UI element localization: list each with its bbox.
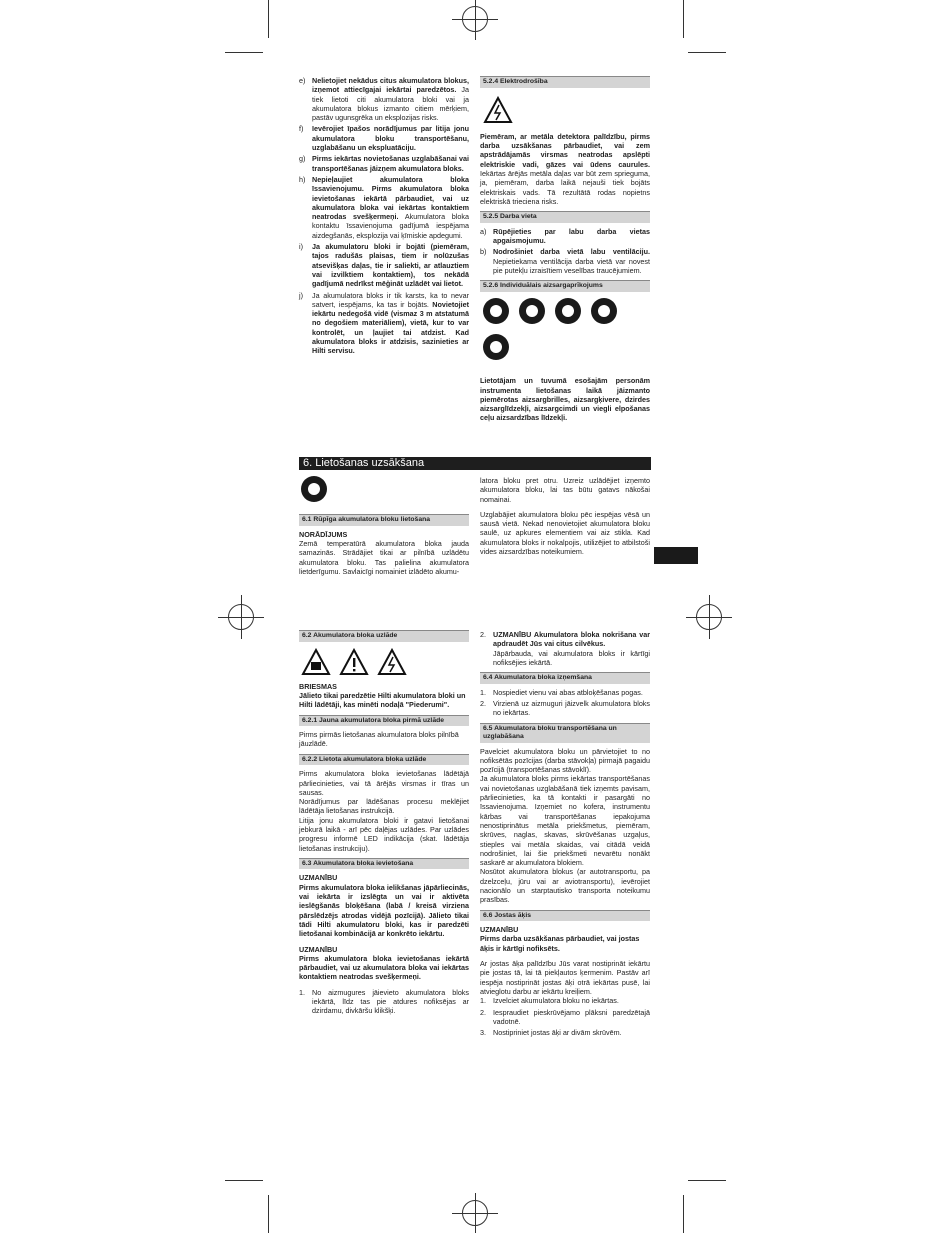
list-item: 1. Nospiediet vienu vai abas atbloķēšanas pogas. [480, 687, 643, 697]
crop-mark [683, 1195, 684, 1233]
list-item: 1. No aizmugures jāievieto akumulatora bloks iekārtā, līdz tas pie atdures nofiksējas ar dzirdamu, divkāršu klikšķi. [299, 987, 469, 1016]
section-heading: 6.2 Akumulatora bloka uzlāde [299, 630, 469, 642]
registration-mark [452, 19, 498, 20]
list-item: j) Ja akumulatora bloks ir tik karsts, ka to nevar satvert, iespējams, ka tas ir bojāts. Novietojiet iekārtu nedegošā vidē (vismaz 3 m atstatumā no degošiem materiāliem), vietā, kur to var kontrolēt, un ļaujiet tai atdzist. Kad akumulatora bloks ir atdzisis, sazinieties ar Hilti servisu. [299, 290, 469, 356]
section-6-4-6-6: 2. UZMANĪBU Akumulatora bloka nokrišana var apdraudēt Jūs vai citus cilvēkus. Jāpārbauda, vai akumulatora bloks ir kārtīgi nofiksējies iekārtā. 6.4 Akumulatora bloka izņemšana 1. Nospiediet vienu vai abas atbloķēšanas pogas. 2. Virzienā uz aizmuguri jāizvelk akumulatora bloks no iekārtas. 6.5 Akumulatora bloku transportēšana un uzglabāšana Pavelciet akumulatora bloku un pārvietojiet to no nofiksētās pozīcijas (darba stāvokļa) pirmajā pagaidu pozīcijā (transportēšanas stāvoklī). Ja akumulatora bloks pirms iekārtas transportēšanas vai novietošanas uzglabāšanā tiek izņemts pavisam, pārliecinieties, ka tā kontakti ir pasargāti no īssavienojuma. Izņemiet no kofera, instrumentu kārbas vai transportēšanas iepakojuma nenostiprinātus metāla priekšmetus, piemēram, skrūves, naglas, skavas, skrūvēšanas uzgaļus, stieples vai metāla skaidas, vai citādā veidā nodrošiniet, lai šie priekšmeti nevarētu nonākt saskarē ar akumulatora blokiem. Nosūtot akumulatora blokus (ar autotransportu, pa dzelzceļu, jūru vai ar aviotransportu), ievērojiet nacionālo un starptautisko transporta noteikumu prasības. 6.6 Jostas āķis UZMANĪBU Pirms darba uzsākšanas pārbaudiet, vai jostas āķis ir kārtīgi nofiksēts. Ar jostas āķa palīdzību Jūs varat nostiprināt iekārtu pie jostas tā, lai tā piekļautos ķermenim. Pastāv arī iespēja nostiprināt jostas āķi otrā iekārtas pusē, lai atvieglotu darbu ar iekārtu kreiļiem. 1. Izvelciet akumulatora bloku no iekārtas. 2. Iespraudiet pieskrūvējamo plāksni paredzētajā vadotnē. 3. Nostipriniet jostas āķi ar divām skrūvēm. [480, 630, 650, 1038]
crop-mark [268, 1195, 269, 1233]
ppe-icons [483, 298, 650, 326]
list-item: i) Ja akumulatoru bloki ir bojāti (piemēram, tajos radušās plaisas, tiem ir nolūzušas atsevišķas daļas, tie ir saliekti, ar atlauztiem vai izvilktiem kontaktiem), tos nekādā gadījumā nedrīkst mēģināt uzlādēt vai lietot. [299, 242, 469, 289]
section-heading: 6.5 Akumulatora bloku transportēšana un uzglabāšana [480, 723, 650, 743]
crop-mark [225, 1180, 263, 1181]
list-item: 2. UZMANĪBU Akumulatora bloka nokrišana var apdraudēt Jūs vai citus cilvēkus. Jāpārbauda, vai akumulatora bloks ir kārtīgi nofiksējies iekārtā. [480, 630, 650, 667]
list-item: f) Ievērojiet īpašos norādījumus par litija jonu akumulatora bloku transportēšanu, uzglabāšanu un ekspluatāciju. [299, 124, 469, 153]
section-heading: 6.6 Jostas āķis [480, 910, 650, 922]
crop-mark [225, 52, 263, 53]
respirator-icon [483, 334, 509, 360]
list-item: g) Pirms iekārtas novietošanas uzglabāšanai vai transportēšanas jāizņem akumulatora bloks. [299, 154, 469, 173]
list-item: a) Rūpējieties par labu darba vietas apgaismojumu. [480, 226, 650, 245]
section-heading: 6.1 Rūpīga akumulatora bloku lietošana [299, 514, 469, 526]
section-6-1-continued: latora bloku pret otru. Uzreiz uzlādējiet izņemto akumulatora bloku, lai tas būtu gatavs nākošai nomainai. Uzglabājiet akumulatora bloku pēc iespējas vēsā un sausā vietā. Nekad nenovietojiet akumulatora bloku saulē, uz apkures elementiem vai aiz stikla. Kad akumulatora bloks ir nokalpojis, utilizējiet to atbilstoši vides aizsardzības noteikumiem. [480, 476, 650, 557]
section-heading: 6.2.1 Jauna akumulatora bloka pirmā uzlāde [299, 715, 469, 727]
ear-protection-icon [555, 298, 581, 324]
section-heading: 5.2.4 Elektrodrošība [480, 76, 650, 88]
list-item: 2. Virzienā uz aizmuguri jāizvelk akumulatora bloks no iekārtas. [480, 698, 650, 718]
electric-warning-icon [483, 96, 513, 124]
section-heading: 5.2.6 Individuālais aizsargaprīkojums [480, 280, 650, 292]
thumb-tab [654, 547, 698, 564]
manual-icon [301, 476, 327, 502]
registration-mark [686, 617, 732, 618]
safety-right-column: 5.2.4 Elektrodrošība Piemēram, ar metāla detektora palīdzību, pirms darba uzsākšanas pārbaudiet, vai zem apstrādājamās virsmas neatrodas apslēpti elektriskie vadi, gāzes vai ūdens caurules. Iekārtas ārējās metāla daļas var būt zem sprieguma, ja, piemēram, darba laikā nejauši tiek bojāts elektriskais vads. Tā rezultātā rodas nopietns elektriskā trieciena risks. 5.2.5 Darba vieta a) Rūpējieties par labu darba vietas apgaismojumu. b) Nodrošiniet darba vietā labu ventilāciju. Nepietiekama ventilācija darba vietā var novest pie putekļu izraisītiem veselības traucējumiem. 5.2.6 Individuālais aizsargaprīkojums Lietotājam un tuvumā esošajām personām instrumenta lietošanas laikā jāizmanto piemērotas aizsargbrilles, aizsargķivere, dzirdes aizsarglīdzekļi, aizsargcimdi un viegli elpošanas ceļu aizsardzības līdzekļi. [480, 78, 650, 423]
note-label: NORĀDĪJUMS [299, 529, 348, 539]
section-6-1: 6.1 Rūpīga akumulatora bloku lietošana NORĀDĪJUMS Zemā temperatūrā akumulatora bloka jauda samazinās. Strādājiet tikai ar pilnībā uzlādētu akumulatora bloku. Tas palielina akumulatora lietderīgumu. Savlaicīgi nomainiet izlādēto akumu- [299, 476, 469, 576]
goggles-icon [483, 298, 509, 324]
list-item: b) Nodrošiniet darba vietā labu ventilāciju. Nepietiekama ventilācija darba vietā var novest pie putekļu izraisītiem veselības traucējumiem. [480, 247, 650, 275]
section-heading: 6.2.2 Lietota akumulatora bloka uzlāde [299, 754, 469, 766]
list-item: 2. Iespraudiet pieskrūvējamo plāksni paredzētajā vadotnē. [480, 1007, 650, 1026]
list-item: h) Nepieļaujiet akumulatora bloka īssavienojumu. Pirms akumulatora bloka ievietošanas iekārtā pārbaudiet, vai uz akumulatora bloka vai iekārtas kontaktiem neatrodas svešķermeņi. Akumulatora bloka kontaktu īssavienojuma gadījumā iespējama aizdegšanās, eksplozija vai ķīmiskie apdegumi. [299, 174, 469, 240]
helmet-icon [519, 298, 545, 324]
registration-mark [452, 1213, 498, 1214]
battery-warning-icon [301, 648, 331, 676]
registration-mark [475, 0, 476, 40]
list-item: e) Nelietojiet nekādus citus akumulatora blokus, izņemot attiecīgajai iekārtai paredzētos. Ja tiek lietoti citi akumulatora bloki vai ja akumulatora blokus izmanto citiem mērķiem, pastāv ugunsgrēka un eksplozijas risks. [299, 76, 469, 123]
chapter-heading: 6. Lietošanas uzsākšana [299, 457, 651, 470]
list-item: 1. Izvelciet akumulatora bloku no iekārtas. [480, 996, 619, 1006]
section-6-2-6-3: 6.2 Akumulatora bloka uzlāde BRIESMAS Jālieto tikai paredzētie Hilti akumulatora bloki un Hilti lādētāji, kas minēti nodaļā "Piederumi". 6.2.1 Jauna akumulatora bloka pirmā uzlāde Pirms pirmās lietošanas akumulatora bloks pilnībā jāuzlādē. 6.2.2 Lietota akumulatora bloka uzlāde Pirms akumulatora bloka ievietošanas lādētājā pārliecinieties, vai tā ārējās virsmas ir tīras un sausas. Norādījumus par lādēšanas procesu meklējiet lādētāja lietošanas instrukcijā. Litija jonu akumulatora bloki ir gatavi lietošanai jebkurā laikā - arī pēc daļējas uzlādes. Par uzlādes progresu informē LED indikācija (skat. lādētāja lietošanas instrukciju). 6.3 Akumulatora bloka ievietošana UZMANĪBU Pirms akumulatora bloka ielikšanas jāpārliecinās, vai iekārta ir izslēgta un vai ir aktivēta ieslēgšanās bloķēšana (labā / kreisā virziena pārslēdzējs atrodas vidējā pozīcijā). Jālieto tikai tādi Hilti akumulatoru bloki, kas ir paredzēti lietošanai kombinācijā ar konkrēto iekārtu. UZMANĪBU Pirms akumulatora bloka ievietošanas iekārtā pārbaudiet, vai uz akumulatora bloka vai iekārtas kontaktiem neatrodas svešķermeņi. 1. No aizmugures jāievieto akumulatora bloks iekārtā, līdz tas pie atdures nofiksējas ar dzirdamu, divkāršu klikšķi. [299, 632, 469, 1016]
section-heading: 6.4 Akumulatora bloka izņemšana [480, 672, 650, 684]
crop-mark [268, 0, 269, 38]
registration-mark [218, 617, 264, 618]
safety-list [299, 76, 469, 358]
electric-warning-icon [377, 648, 407, 676]
crop-mark [688, 52, 726, 53]
crop-mark [683, 0, 684, 38]
section-heading: 6.3 Akumulatora bloka ievietošana [299, 858, 469, 870]
list-item: 3. Nostipriniet jostas āķi ar divām skrūvēm. [480, 1028, 622, 1038]
section-heading: 5.2.5 Darba vieta [480, 211, 650, 223]
gloves-icon [591, 298, 617, 324]
crop-mark [688, 1180, 726, 1181]
charging-warning-icons [301, 648, 469, 678]
exclamation-warning-icon [339, 648, 369, 676]
